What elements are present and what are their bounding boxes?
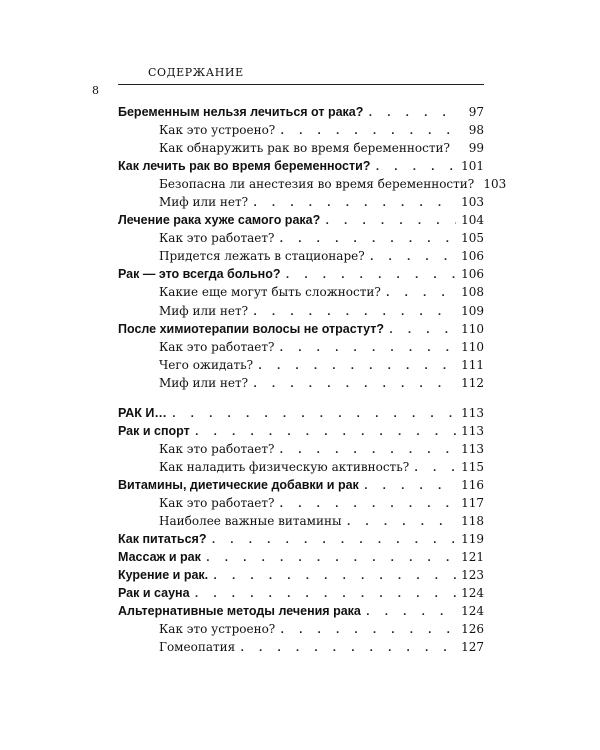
toc-entry-title: Как это устроено? — [159, 123, 276, 138]
dot-leader — [346, 517, 456, 528]
toc-subentry — [118, 460, 484, 478]
toc-entry-title: Чего ожидать? — [159, 357, 254, 372]
dot-leader — [367, 108, 456, 119]
dot-leader — [252, 307, 456, 318]
toc-subentry — [118, 123, 484, 141]
toc-entry-title: Рак — это всегда больно? — [118, 267, 281, 282]
dot-leader — [388, 325, 456, 336]
toc-entry-title: Витамины, диетические добавки и рак — [118, 477, 359, 492]
toc-entry-title: Гомеопатия — [159, 640, 236, 655]
dot-leader — [279, 126, 456, 137]
toc-subentry — [118, 177, 507, 195]
dot-leader — [194, 589, 456, 600]
toc-chapter-entry — [118, 586, 484, 604]
toc-subentry — [118, 376, 484, 394]
running-header: СОДЕРЖАНИЕ — [148, 66, 244, 79]
toc-chapter-entry — [118, 478, 484, 496]
dot-leader — [278, 499, 456, 510]
dot-leader — [194, 427, 456, 438]
dot-leader — [278, 343, 456, 354]
header-rule — [118, 84, 484, 85]
dot-leader — [278, 234, 456, 245]
toc-page-number: 123 — [461, 568, 484, 583]
toc-entry-title: Рак и спорт — [118, 423, 190, 438]
toc-page-number: 101 — [461, 159, 484, 174]
dot-leader — [279, 625, 456, 636]
toc-chapter-entry — [118, 550, 484, 568]
dot-leader — [239, 643, 456, 654]
dot-leader — [210, 535, 456, 546]
toc-section-heading — [118, 406, 484, 424]
toc-entry-title: Как это работает? — [159, 495, 275, 510]
toc-chapter-entry — [118, 213, 484, 231]
toc-chapter-entry — [118, 322, 484, 340]
toc-entry-title: Альтернативные методы лечения рака — [118, 604, 361, 619]
toc-page-number: 106 — [461, 267, 484, 282]
dot-leader — [454, 144, 456, 155]
toc-subentry — [118, 304, 484, 322]
toc-entry-title: Как это устроено? — [159, 622, 276, 637]
toc-entry-title: Как питаться? — [118, 532, 207, 547]
toc-entry-title: РАК И… — [118, 405, 167, 420]
toc-entry-title: Как это работает? — [159, 441, 275, 456]
toc-entry-title: Как наладить физическую активность? — [159, 459, 410, 474]
toc-entry-title: Курение и рак. — [118, 568, 209, 583]
dot-leader — [385, 288, 456, 299]
toc-entry-title: Наиболее важные витамины — [159, 514, 342, 529]
toc-page-number: 97 — [468, 105, 484, 119]
toc-page-number: 110 — [461, 339, 484, 354]
toc-page-number: 113 — [461, 405, 484, 420]
dot-leader — [365, 607, 456, 618]
dot-leader — [278, 445, 456, 456]
toc-chapter-entry — [118, 159, 484, 177]
dot-leader — [363, 481, 456, 492]
toc-chapter-entry — [118, 105, 484, 123]
toc-subentry — [118, 285, 484, 303]
toc-page-number: 111 — [461, 357, 484, 372]
toc-subentry — [118, 195, 484, 213]
toc-entry-title: Миф или нет? — [159, 195, 249, 210]
toc-page-number: 103 — [483, 177, 507, 192]
toc-page-number: 108 — [461, 285, 484, 300]
toc-page-number: 99 — [468, 141, 484, 156]
dot-leader — [324, 216, 456, 227]
toc-entry-title: Массаж и рак — [118, 550, 201, 565]
dot-leader — [413, 463, 456, 474]
table-of-contents — [118, 105, 507, 658]
dot-leader — [257, 361, 456, 372]
toc-entry-title: Придется лежать в стационаре? — [159, 249, 365, 264]
toc-page-number: 110 — [461, 321, 484, 336]
toc-subentry — [118, 249, 484, 267]
toc-entry-title: Как обнаружить рак во время беременности? — [159, 141, 450, 156]
toc-page-number: 119 — [461, 532, 484, 547]
toc-page-number: 115 — [461, 459, 484, 474]
toc-page-number: 124 — [461, 604, 484, 619]
toc-subentry — [118, 496, 484, 514]
dot-leader — [252, 379, 456, 390]
toc-page-number: 98 — [468, 123, 484, 138]
dot-leader — [212, 571, 456, 582]
toc-subentry — [118, 442, 484, 460]
toc-entry-title: После химиотерапии волосы не отрастут? — [118, 321, 384, 336]
toc-entry-title: Миф или нет? — [159, 375, 249, 390]
toc-chapter-entry — [118, 532, 484, 550]
toc-page-number: 103 — [461, 195, 484, 210]
toc-page-number: 113 — [461, 441, 484, 456]
toc-subentry — [118, 358, 484, 376]
dot-leader — [205, 553, 456, 564]
toc-page-number: 105 — [461, 231, 484, 246]
toc-entry-title: Как это работает? — [159, 231, 275, 246]
toc-entry-title: Рак и сауна — [118, 586, 190, 601]
toc-page-number: 106 — [461, 249, 484, 264]
toc-entry-title: Лечение рака хуже самого рака? — [118, 213, 321, 228]
dot-leader — [374, 162, 456, 173]
toc-page-number: 112 — [461, 375, 484, 390]
toc-page-number: 118 — [461, 514, 484, 529]
dot-leader — [369, 252, 456, 263]
toc-chapter-entry — [118, 424, 484, 442]
toc-entry-title: Как это работает? — [159, 339, 275, 354]
toc-page-number: 109 — [461, 303, 484, 318]
page-number: 8 — [92, 84, 99, 97]
toc-subentry — [118, 231, 484, 249]
toc-page-number: 126 — [461, 622, 484, 637]
toc-entry-title: Безопасна ли анестезия во время беременности? — [159, 177, 475, 192]
toc-page-number: 124 — [461, 586, 484, 601]
toc-chapter-entry — [118, 568, 484, 586]
toc-chapter-entry — [118, 604, 484, 622]
toc-entry-title: Как лечить рак во время беременности? — [118, 159, 371, 174]
toc-subentry — [118, 340, 484, 358]
toc-entry-title: Беременным нельзя лечиться от рака? — [118, 105, 364, 119]
toc-entry-title: Какие еще могут быть сложности? — [159, 285, 381, 300]
dot-leader — [285, 270, 457, 281]
toc-page-number: 117 — [461, 495, 484, 510]
dot-leader — [252, 198, 456, 209]
toc-page-number: 113 — [461, 423, 484, 438]
toc-page-number: 121 — [461, 550, 484, 565]
toc-page-number: 104 — [461, 213, 484, 228]
toc-subentry — [118, 514, 484, 532]
toc-chapter-entry — [118, 267, 484, 285]
toc-subentry — [118, 640, 484, 658]
dot-leader — [171, 409, 456, 420]
toc-page-number: 127 — [461, 640, 484, 655]
toc-subentry — [118, 622, 484, 640]
toc-page-number: 116 — [461, 477, 484, 492]
toc-subentry — [118, 141, 484, 159]
toc-entry-title: Миф или нет? — [159, 303, 249, 318]
